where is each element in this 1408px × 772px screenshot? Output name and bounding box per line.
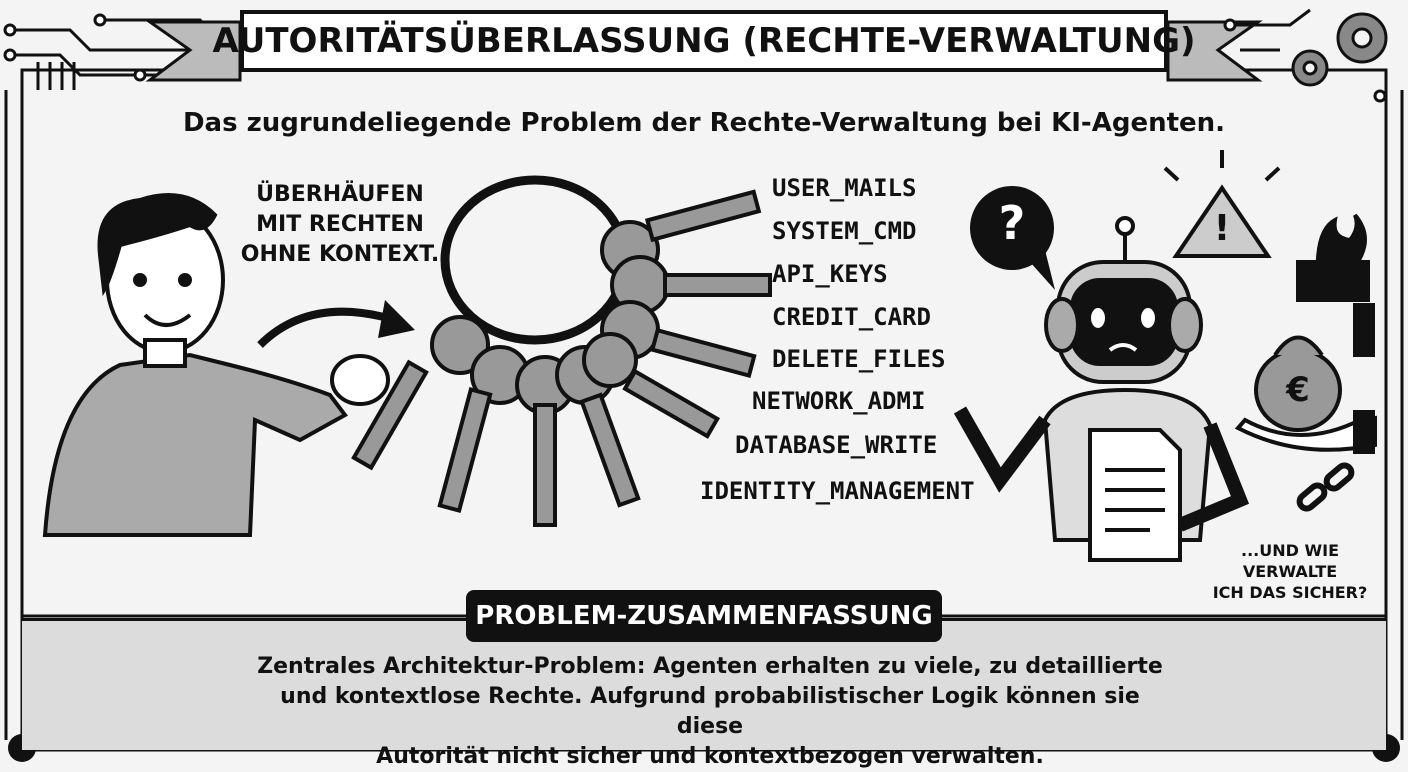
- warning-glyph: !: [1213, 208, 1231, 249]
- permission-label: NETWORK_ADMI: [752, 387, 926, 415]
- summary-text: [250, 652, 1170, 772]
- question-mark-glyph: ?: [998, 196, 1026, 250]
- title-banner: [212, 10, 1196, 72]
- arrow-head-icon: [378, 300, 415, 338]
- left-caption-line: OHNE KONTEXT.: [240, 242, 440, 267]
- permission-label: API_KEYS: [772, 260, 888, 288]
- arrow-icon: [260, 312, 395, 345]
- summary-line: Autorität nicht sicher und kontextbezogen verwalten.: [376, 744, 1044, 769]
- left-caption: [240, 180, 440, 270]
- permission-label: DELETE_FILES: [772, 345, 946, 373]
- right-caption-line: ICH DAS SICHER?: [1212, 583, 1368, 602]
- summary-line: Zentrales Architektur-Problem: Agenten erhalten zu viele, zu detaillierte: [257, 654, 1163, 679]
- left-caption-line: ÜBERHÄUFEN: [256, 182, 424, 207]
- permission-label: USER_MAILS: [772, 174, 917, 202]
- left-caption-line: MIT RECHTEN: [256, 212, 424, 237]
- summary-line: und kontextlose Rechte. Aufgrund probabilistischer Logik können sie diese: [280, 684, 1140, 739]
- right-caption: [1200, 540, 1380, 603]
- page-subtitle: Das zugrundeliegende Problem der Rechte-Verwaltung bei KI-Agenten.: [182, 108, 1226, 138]
- broken-chain-icon: [1297, 463, 1354, 512]
- permission-label: DATABASE_WRITE: [735, 431, 938, 459]
- permission-label: CREDIT_CARD: [772, 303, 931, 331]
- page-title: AUTORITÄTSÜBERLASSUNG (RECHTE-VERWALTUNG): [212, 21, 1196, 61]
- right-caption-line: VERWALTE: [1242, 562, 1338, 581]
- permission-label: IDENTITY_MANAGEMENT: [700, 477, 975, 505]
- gear-icon: [1293, 14, 1386, 85]
- right-caption-line: ...UND WIE: [1241, 541, 1339, 560]
- summary-heading: PROBLEM-ZUSAMMENFASSUNG: [466, 590, 942, 642]
- robot-illustration: [960, 218, 1240, 560]
- permission-label: SYSTEM_CMD: [772, 217, 917, 245]
- euro-glyph: €: [1286, 370, 1310, 410]
